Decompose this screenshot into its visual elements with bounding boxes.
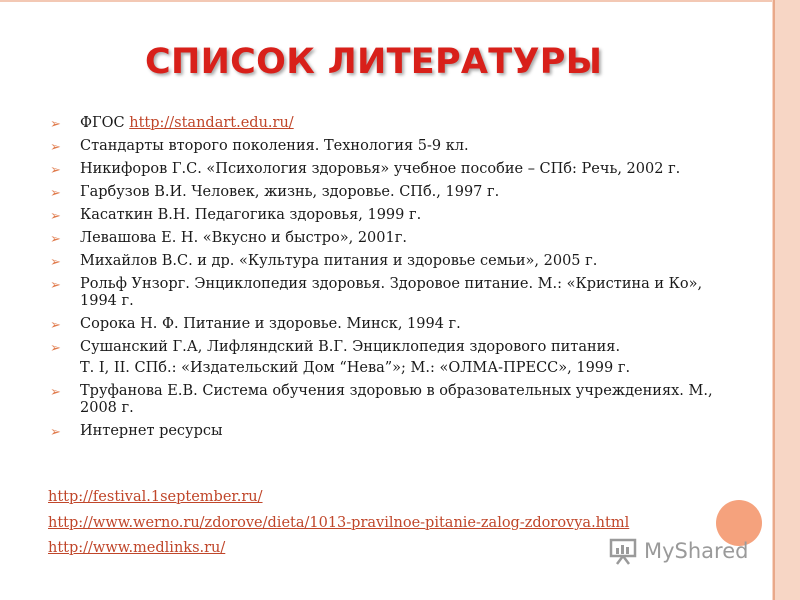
item-text: Интернет ресурсы <box>80 423 223 439</box>
list-item <box>48 276 728 310</box>
right-decor-band <box>772 0 800 600</box>
watermark <box>608 536 748 566</box>
arrow-bullet-icon: ➢ <box>50 255 61 270</box>
item-text: Левашова Е. Н. «Вкусно и быстро», 2001г. <box>80 230 407 246</box>
reference-list <box>48 115 728 446</box>
item-text: Михайлов В.С. и др. «Культура питания и здоровье семьи», 2005 г. <box>80 253 598 269</box>
arrow-bullet-icon: ➢ <box>50 385 61 400</box>
item-text: Касаткин В.Н. Педагогика здоровья, 1999 г. <box>80 207 422 223</box>
list-item <box>48 207 728 224</box>
arrow-bullet-icon: ➢ <box>50 318 61 333</box>
list-item <box>48 138 728 155</box>
standart-link[interactable]: http://standart.edu.ru/ <box>129 115 294 131</box>
festival-link[interactable]: http://festival.1september.ru/ <box>48 489 263 505</box>
arrow-bullet-icon: ➢ <box>50 209 61 224</box>
item-text: Никифоров Г.С. «Психология здоровья» учебное пособие – СПб: Речь, 2002 г. <box>80 161 681 177</box>
list-item <box>48 383 728 417</box>
right-decor-line <box>773 0 775 600</box>
list-item <box>48 184 728 201</box>
presentation-icon <box>608 536 638 566</box>
item-text: Гарбузов В.И. Человек, жизнь, здоровье. СПб., 1997 г. <box>80 184 500 200</box>
top-border <box>0 0 772 2</box>
item-text: Сорока Н. Ф. Питание и здоровье. Минск, 1994 г. <box>80 316 461 332</box>
arrow-bullet-icon: ➢ <box>50 140 61 155</box>
list-item <box>48 423 728 440</box>
arrow-bullet-icon: ➢ <box>50 117 61 132</box>
list-item <box>48 316 728 333</box>
page-title: СПИСОК ЛИТЕРАТУРЫ <box>145 42 603 82</box>
list-item <box>48 115 728 132</box>
medlinks-link[interactable]: http://www.medlinks.ru/ <box>48 540 226 556</box>
werno-link[interactable]: http://www.werno.ru/zdorove/dieta/1013-pravilnoe-pitanie-zalog-zdorovya.html <box>48 515 630 531</box>
item-text: Сушанский Г.А, Лифляндский В.Г. Энциклопедия здорового питания. <box>80 339 621 355</box>
list-item <box>48 161 728 178</box>
item-text: Труфанова Е.В. Система обучения здоровью в образовательных учреждениях. М., 2008 г. <box>80 383 713 416</box>
item-text: ФГОС <box>80 115 130 131</box>
arrow-bullet-icon: ➢ <box>50 278 61 293</box>
list-item <box>48 230 728 247</box>
arrow-bullet-icon: ➢ <box>50 186 61 201</box>
arrow-bullet-icon: ➢ <box>50 232 61 247</box>
list-item <box>48 253 728 270</box>
arrow-bullet-icon: ➢ <box>50 341 61 356</box>
item-text: Стандарты второго поколения. Технология 5-9 кл. <box>80 138 469 154</box>
item-continuation: Т. I, II. СПб.: «Издательский Дом “Нева”»; М.: «ОЛМА-ПРЕСС», 1999 г. <box>80 360 631 376</box>
item-text: Рольф Унзорг. Энциклопедия здоровья. Здоровое питание. М.: «Кристина и Ко», 1994 г. <box>80 276 703 309</box>
watermark-text: MyShared <box>644 539 749 563</box>
list-item <box>48 339 728 356</box>
arrow-bullet-icon: ➢ <box>50 163 61 178</box>
arrow-bullet-icon: ➢ <box>50 425 61 440</box>
